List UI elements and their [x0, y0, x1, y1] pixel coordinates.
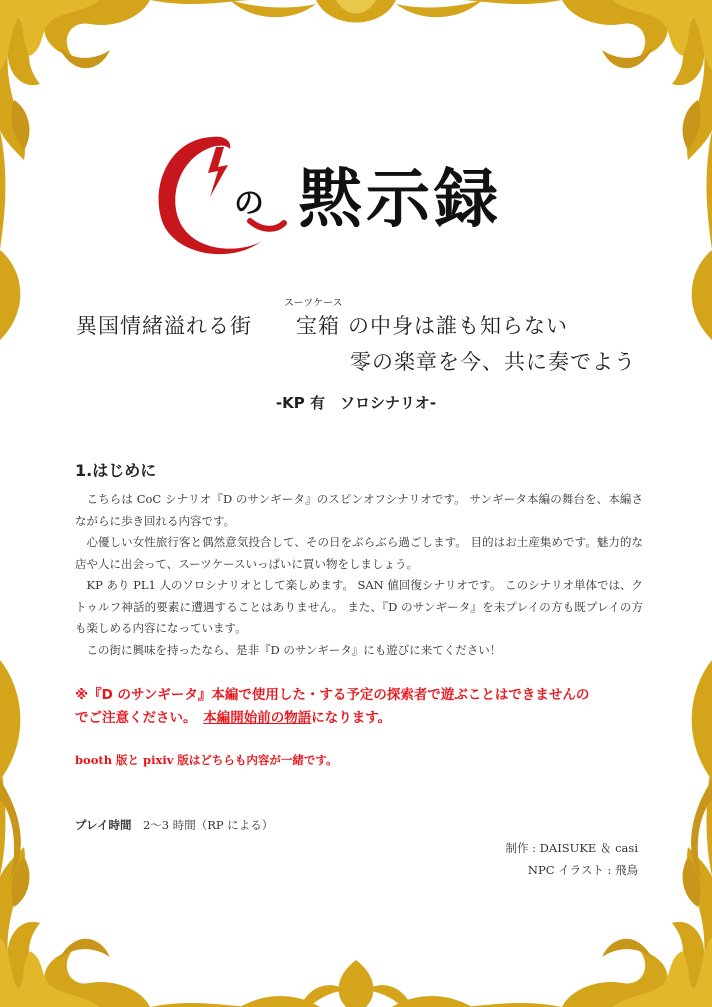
tagline-line1 [76, 298, 568, 340]
warning-text: でご注意ください。 [75, 710, 190, 726]
scenario-subtitle: -KP 有 ソロシナリオ- [275, 394, 437, 412]
version-note: booth 版と pixiv 版はどちらも内容が一緒です。 [75, 753, 338, 767]
intro-body [75, 489, 643, 661]
section-title: 1.はじめに [75, 461, 157, 480]
ruby-base: 宝箱 [296, 314, 340, 338]
logo-no: の [234, 186, 264, 221]
warning-tail: になります。 [311, 710, 392, 726]
warning-notice [75, 684, 650, 730]
warning-emphasis: 本編開始前の物語 [203, 710, 312, 726]
logo-title: 黙示録 [298, 163, 502, 237]
credit-authors: 制作 : DAISUKE ＆ casi [505, 841, 638, 855]
intro-paragraph: KP あり PL1 人のソロシナリオとして楽しめます。 SAN 値回復シナリオです。 このシナリオ単体では、クトゥルフ神話的要素に遭遇することはありません。 また、『D のサンギータ』を未プレイの方も既プレイの方も楽しめる内容になっています。 [75, 578, 643, 635]
warning-line2 [75, 707, 650, 730]
intro-paragraph: 心優しい女性旅行客と偶然意気投合して、その日をぶらぶら過ごします。 目的はお土産集めです。魅力的な店や人に出会って、スーツケースいっぱいに買い物をしましょう。 [75, 535, 643, 571]
tagline-part1: 異国情緒溢れる街 [76, 314, 252, 338]
play-time [75, 817, 273, 833]
ruby-word [284, 298, 343, 340]
play-time-value: 2〜3 時間（RP による） [142, 818, 274, 832]
warning-line1: ※『D のサンギータ』本編で使用した・する予定の探索者で遊ぶことはできませんの [75, 687, 590, 703]
intro-paragraph: こちらは CoC シナリオ『D のサンギータ』のスピンオフシナリオです。 サンギータ本編の舞台を、本編さながらに歩き回れる内容です。 [75, 492, 643, 528]
ruby-reading: スーツケース [284, 298, 343, 309]
play-time-label: プレイ時間 [75, 818, 132, 832]
tagline-line2: 零の楽章を今、共に奏でよう [350, 350, 636, 374]
intro-paragraph: この街に興味を持ったなら、是非『D のサンギータ』にも遊びに来てください！ [86, 642, 502, 657]
credit-illustrator: NPC イラスト : 飛鳥 [527, 863, 638, 877]
tagline-part2: の中身は誰も知らない [348, 314, 568, 338]
